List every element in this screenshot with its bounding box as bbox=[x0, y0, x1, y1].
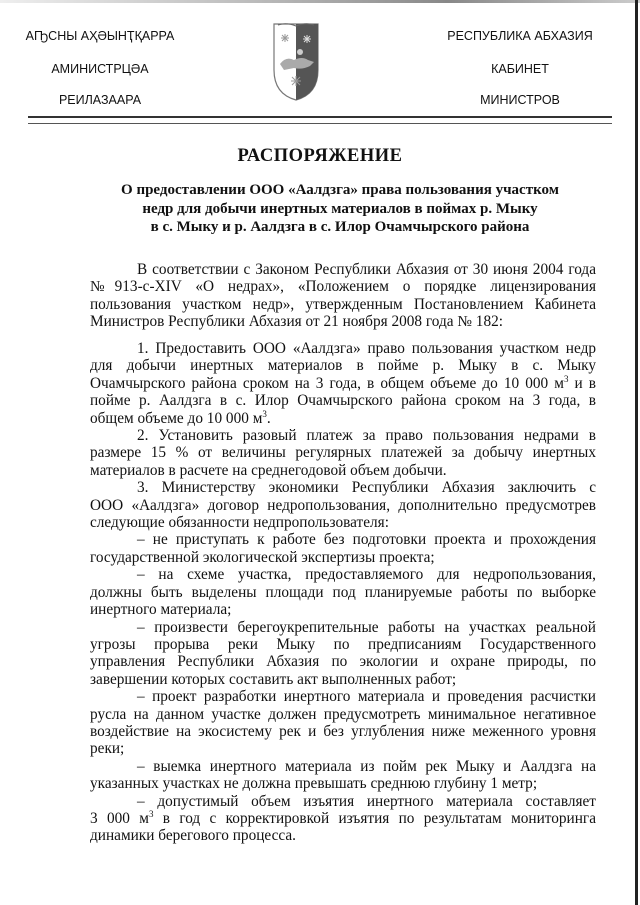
paragraph-line: воздействие на экосистему рек и без углубления ниже меженного уровня bbox=[90, 722, 596, 740]
paragraph-line: ООО «Аалдзга» договор недропользования, дополнительно предусмотрев bbox=[90, 496, 596, 514]
paragraph-line: – допустимый объем изъятия инертного материала составляет bbox=[137, 792, 596, 810]
superscript: 3 bbox=[148, 808, 154, 819]
scan-right-edge bbox=[635, 0, 638, 905]
paragraph-line: – выемка инертного материала из пойм рек Мыку и Аалдзга на bbox=[137, 757, 596, 775]
paragraph-line: – не приступать к работе без подготовки проекта и прохождения bbox=[137, 531, 596, 549]
paragraph-line: указанных участках не должна превышать среднюю глубину 1 метр; bbox=[90, 775, 538, 793]
paragraph-line: 3 000 $м^3$ в год с корректировкой изъятия по результатам мониторинга bbox=[90, 808, 596, 827]
paragraph-line: материалов в расчете на среднегодовой объем добычи. bbox=[90, 461, 447, 479]
header-left-line-1: АҦСНЫ АҲӘЫНҬҚАРРА bbox=[25, 29, 175, 43]
paragraph bbox=[90, 688, 596, 758]
paragraph bbox=[90, 427, 596, 479]
paragraph-line: инертного материала; bbox=[90, 601, 232, 619]
paragraph-line: – проект разработки инертного материала и проведения расчистки bbox=[137, 688, 596, 706]
paragraph bbox=[90, 340, 596, 427]
header-divider bbox=[28, 116, 612, 124]
header-right-line-2: КАБИНЕТ bbox=[491, 62, 549, 76]
document-title: РАСПОРЯЖЕНИЕ bbox=[237, 146, 403, 166]
paragraph-line: 1. Предоставить ООО «Аалдзга» право пользования участком недр bbox=[137, 340, 596, 357]
paragraph-line: должны быть выделены площади под планируемые работы по выборке bbox=[90, 583, 596, 601]
paragraph-line: для добычи инертных материалов в пойме р. Мыку в с. Мыку bbox=[90, 357, 596, 375]
header-right-line-1: РЕСПУБЛИКА АБХАЗИЯ bbox=[447, 29, 593, 43]
paragraph-line: динамики берегового процесса. bbox=[90, 827, 296, 845]
paragraph bbox=[90, 479, 596, 531]
paragraph-line: следующие обязанности недпропользователя: bbox=[90, 514, 389, 532]
scan-top-edge bbox=[0, 0, 640, 3]
paragraph bbox=[90, 793, 596, 845]
paragraph-line: государственной экологической экспертизы проекта; bbox=[90, 548, 435, 566]
paragraph-line: – на схеме участка, предоставляемого для недропользования, bbox=[137, 566, 596, 584]
paragraph-line: – произвести берегоукрепительные работы на участках реальной bbox=[137, 618, 596, 636]
header-left-line-2: АМИНИСТРЦӘА bbox=[51, 62, 149, 76]
subtitle-line: недр для добычи инертных материалов в поймах р. Мыку bbox=[142, 200, 538, 217]
subtitle-line: О предоставлении ООО «Аалдзга» права пользования участком bbox=[121, 182, 559, 198]
paragraph-line: угрозы прорыва реки Мыку по предписаниям Государственного bbox=[90, 635, 596, 653]
paragraph-line: 3. Министерству экономики Республики Абхазия заключить с bbox=[137, 479, 596, 497]
superscript: 3 bbox=[262, 408, 267, 419]
paragraph-line: Очамчырского района сроком на 3 года, в общем объеме до 10 000 $м^3$ и в bbox=[90, 373, 596, 392]
paragraph-line: завершении которых составить акт выполненных работ; bbox=[90, 670, 457, 688]
paragraph-line: размере 15 % от величины регулярных платежей за добычу инертных bbox=[90, 444, 596, 462]
document-subtitle bbox=[60, 181, 620, 237]
intro-paragraph bbox=[90, 261, 596, 331]
paragraph-line: пойме р. Аалдзга в с. Илор Очамчырского района сроком на 3 года, в bbox=[90, 392, 596, 410]
intro-line: пользования участком недр», утвержденным Постановлением Кабинета bbox=[90, 295, 596, 313]
superscript: 3 bbox=[563, 373, 569, 384]
intro-line: Министров Республики Абхазия от 21 ноября 2008 года № 182: bbox=[90, 313, 504, 331]
paragraph-line: управления Республики Абхазия по экологии и охране природы, по bbox=[90, 653, 596, 671]
coat-of-arms-icon bbox=[272, 22, 320, 102]
order-items bbox=[90, 340, 596, 845]
paragraph-line: 2. Установить разовый платеж за право пользования недрами в bbox=[137, 427, 596, 445]
paragraph-line: общем объеме до 10 000 $м^3$. bbox=[90, 408, 271, 427]
header-right-line-3: МИНИСТРОВ bbox=[480, 93, 560, 107]
intro-line: В соответствии с Законом Республики Абхазия от 30 июня 2004 года bbox=[137, 261, 596, 278]
paragraph bbox=[90, 758, 596, 793]
paragraph bbox=[90, 619, 596, 689]
paragraph bbox=[90, 566, 596, 618]
paragraph-line: русла на данном участке должен предусмотреть минимальное негативное bbox=[90, 705, 596, 723]
paragraph bbox=[90, 531, 596, 566]
subtitle-line: в с. Мыку и р. Аалдзга в с. Илор Очамчырского района bbox=[150, 219, 530, 235]
header-left-line-3: РЕИЛАЗААРА bbox=[58, 93, 142, 107]
paragraph-line: реки; bbox=[90, 740, 125, 758]
intro-line: №913-с-XIV «О недрах», «Положением о порядке лицензирования bbox=[90, 278, 596, 296]
